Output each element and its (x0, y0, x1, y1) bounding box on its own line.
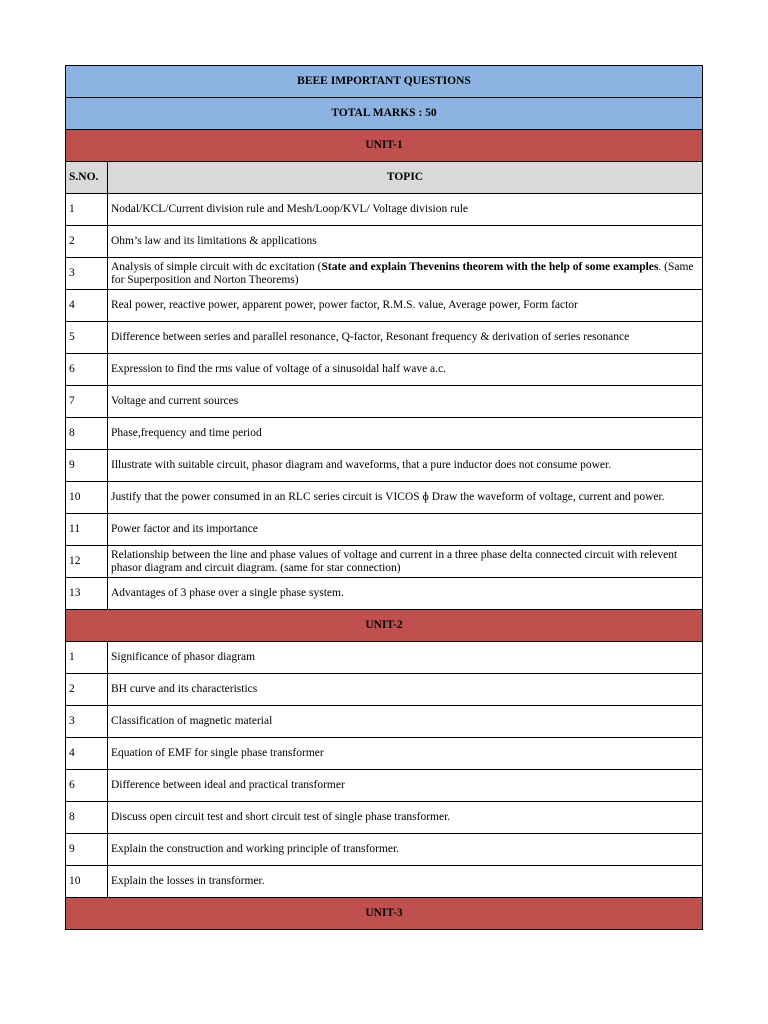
row-topic: Nodal/KCL/Current division rule and Mesh/Loop/KVL/ Voltage division rule (108, 194, 703, 226)
topic-text: . (Same for Superposition and Norton Theorems) (111, 260, 694, 286)
row-topic (108, 258, 703, 290)
row-topic: Discuss open circuit test and short circuit test of single phase transformer. (108, 802, 703, 834)
row-number: 10 (66, 482, 108, 514)
table-row (66, 514, 703, 546)
row-number: 13 (66, 578, 108, 610)
table-row (66, 706, 703, 738)
table-row (66, 770, 703, 802)
topic-header: TOPIC (108, 162, 703, 194)
table-row (66, 578, 703, 610)
row-topic: Relationship between the line and phase values of voltage and current in a three phase delta connected circuit with relevent phasor diagram and circuit diagram. (same for star connection) (108, 546, 703, 578)
questions-table-body (66, 66, 703, 930)
row-number: 9 (66, 450, 108, 482)
table-row (66, 802, 703, 834)
row-number: 2 (66, 226, 108, 258)
row-topic: Real power, reactive power, apparent power, power factor, R.M.S. value, Average power, Form factor (108, 290, 703, 322)
row-topic: Explain the construction and working principle of transformer. (108, 834, 703, 866)
row-topic: Difference between ideal and practical transformer (108, 770, 703, 802)
row-topic: Expression to find the rms value of voltage of a sinusoidal half wave a.c. (108, 354, 703, 386)
table-row (66, 546, 703, 578)
row-number: 5 (66, 322, 108, 354)
table-row (66, 226, 703, 258)
unit-1-heading-text: UNIT-1 (66, 130, 703, 162)
table-row (66, 258, 703, 290)
table-row (66, 386, 703, 418)
table-row (66, 322, 703, 354)
row-number: 6 (66, 770, 108, 802)
row-number: 11 (66, 514, 108, 546)
table-row (66, 738, 703, 770)
row-number: 1 (66, 642, 108, 674)
unit-3-heading (66, 898, 703, 930)
table-row (66, 450, 703, 482)
sno-header: S.NO. (66, 162, 108, 194)
row-topic: Illustrate with suitable circuit, phasor diagram and waveforms, that a pure inductor does not consume power. (108, 450, 703, 482)
row-number: 7 (66, 386, 108, 418)
unit-2-heading (66, 610, 703, 642)
row-number: 8 (66, 802, 108, 834)
row-topic: Advantages of 3 phase over a single phase system. (108, 578, 703, 610)
row-topic: Difference between series and parallel resonance, Q-factor, Resonant frequency & derivation of series resonance (108, 322, 703, 354)
row-topic: Explain the losses in transformer. (108, 866, 703, 898)
unit-3-heading-text: UNIT-3 (66, 898, 703, 930)
row-topic: Voltage and current sources (108, 386, 703, 418)
row-number: 12 (66, 546, 108, 578)
row-topic: Ohm’s law and its limitations & applications (108, 226, 703, 258)
questions-table (65, 65, 703, 930)
unit-1-heading (66, 130, 703, 162)
table-row (66, 674, 703, 706)
row-number: 4 (66, 290, 108, 322)
row-topic: Classification of magnetic material (108, 706, 703, 738)
table-row (66, 194, 703, 226)
row-number: 3 (66, 258, 108, 290)
row-number: 6 (66, 354, 108, 386)
table-row (66, 482, 703, 514)
table-row (66, 866, 703, 898)
row-topic: Equation of EMF for single phase transformer (108, 738, 703, 770)
row-number: 9 (66, 834, 108, 866)
row-number: 4 (66, 738, 108, 770)
table-header (66, 162, 703, 194)
row-number: 3 (66, 706, 108, 738)
row-number: 10 (66, 866, 108, 898)
table-row (66, 354, 703, 386)
unit-2-heading-text: UNIT-2 (66, 610, 703, 642)
topic-bold-text: State and explain Thevenins theorem with the help of some examples (321, 260, 659, 273)
row-topic: BH curve and its characteristics (108, 674, 703, 706)
total-marks-text: TOTAL MARKS : 50 (66, 98, 703, 130)
row-topic: Power factor and its importance (108, 514, 703, 546)
row-topic: Justify that the power consumed in an RLC series circuit is VICOS ɸ Draw the waveform of voltage, current and power. (108, 482, 703, 514)
row-number: 2 (66, 674, 108, 706)
document-title (66, 66, 703, 98)
table-row (66, 642, 703, 674)
table-row (66, 290, 703, 322)
row-topic: Significance of phasor diagram (108, 642, 703, 674)
table-row (66, 418, 703, 450)
topic-text: Analysis of simple circuit with dc excitation ( (111, 260, 322, 273)
row-number: 8 (66, 418, 108, 450)
row-topic: Phase,frequency and time period (108, 418, 703, 450)
table-row (66, 834, 703, 866)
document-title-text: BEEE IMPORTANT QUESTIONS (66, 66, 703, 98)
row-number: 1 (66, 194, 108, 226)
total-marks (66, 98, 703, 130)
